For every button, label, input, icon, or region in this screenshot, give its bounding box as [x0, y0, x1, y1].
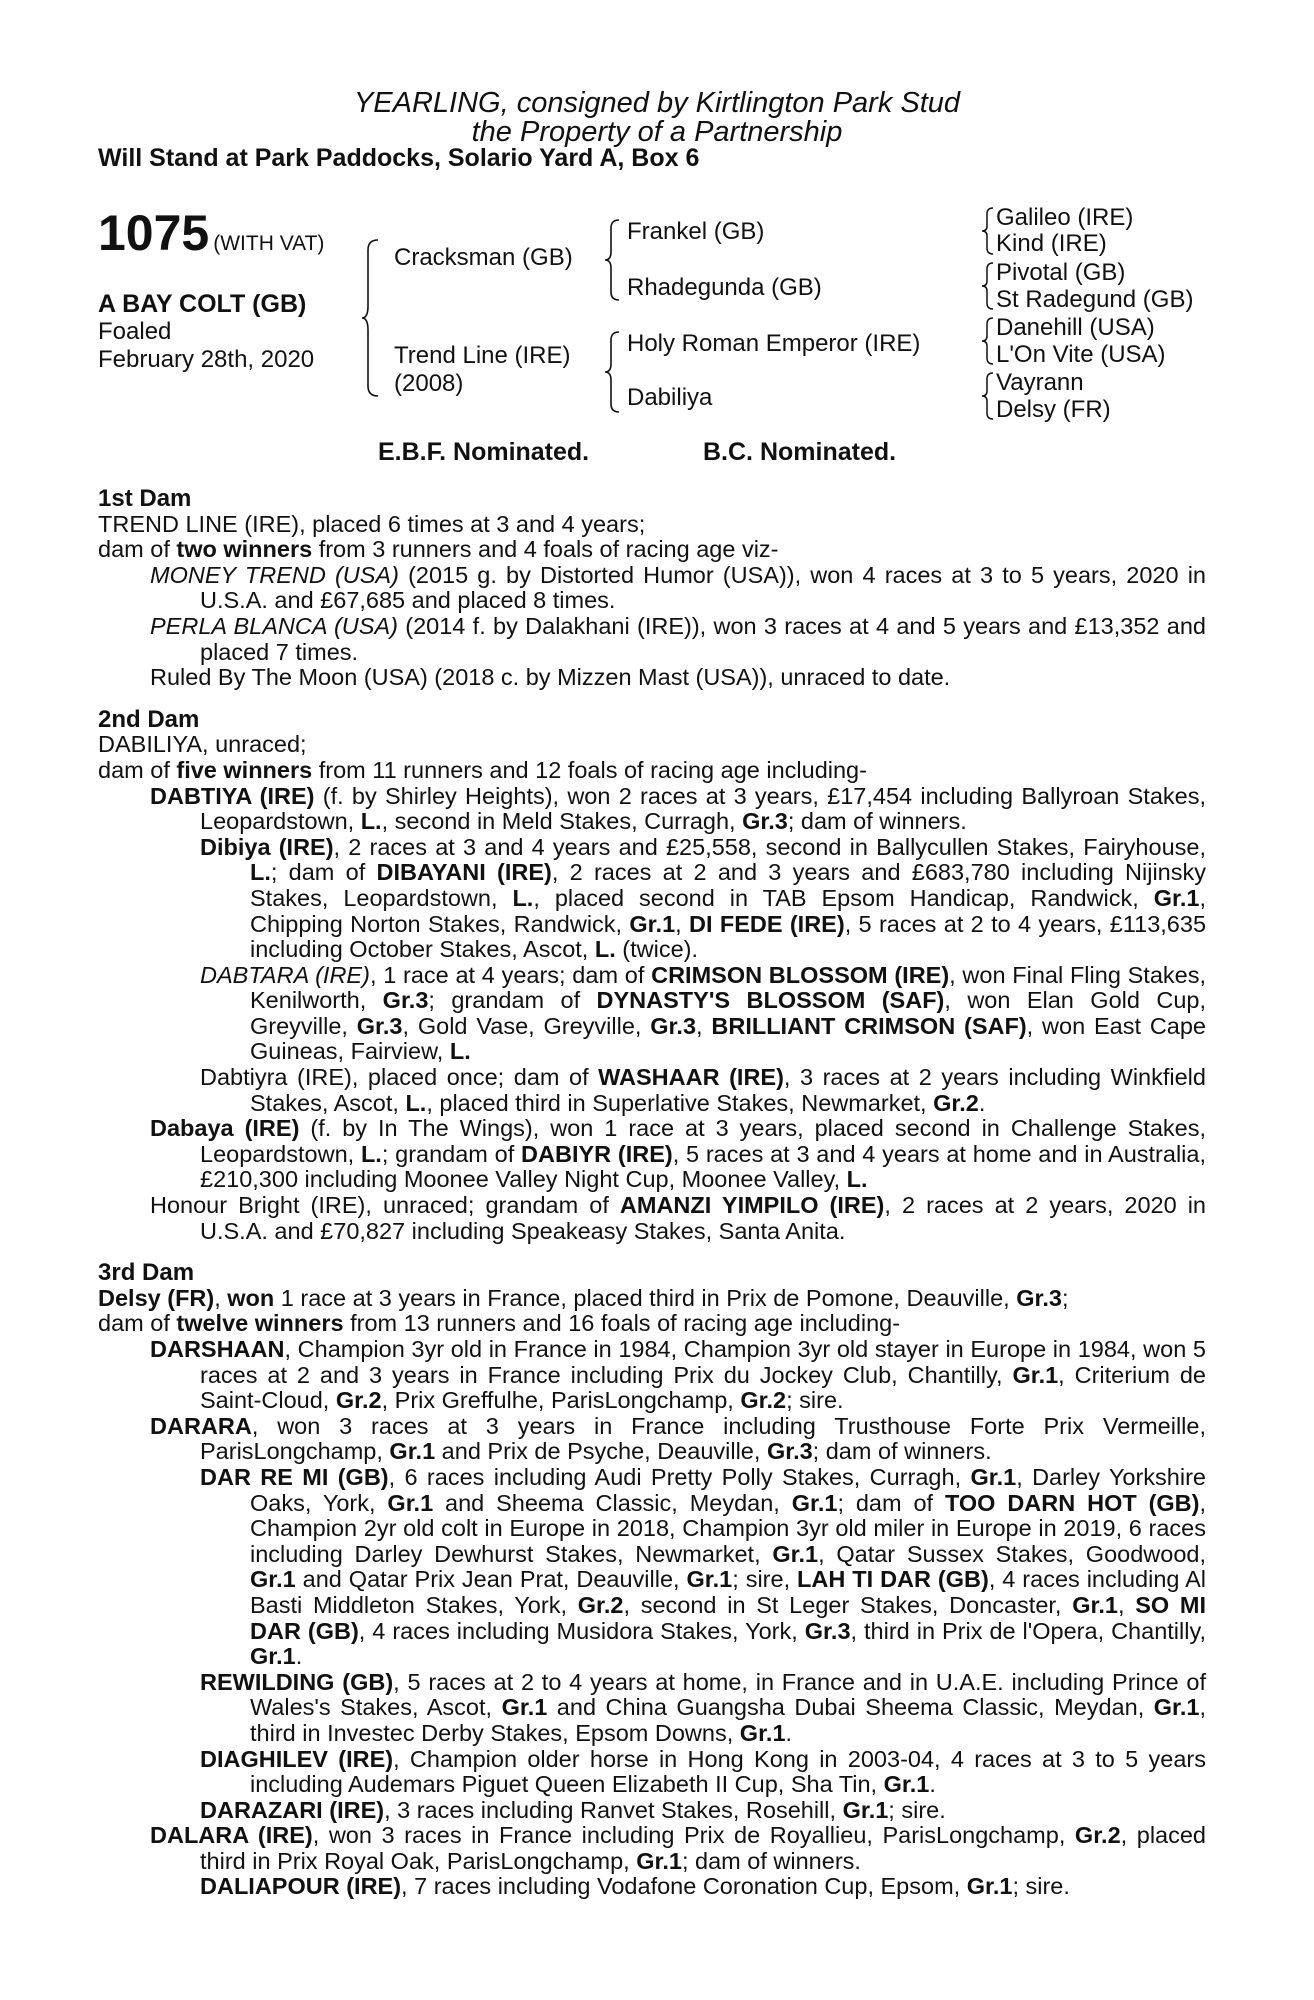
third-dam-entry: DALIAPOUR (IRE), 7 races including Vodafone Coronation Cup, Epsom, Gr.1; sire. [200, 1873, 1070, 1900]
vat-label: (WITH VAT) [213, 232, 325, 255]
pedigree-bracket-g78 [980, 371, 996, 421]
property-line: the Property of a Partnership [471, 116, 843, 148]
foaled-label: Foaled [98, 318, 172, 345]
sire-name: Cracksman (GB) [394, 244, 573, 271]
second-dam-entry: Honour Bright (IRE), unraced; grandam of AMANZI YIMPILO (IRE), 2 races at 2 years, 2020 in U.S.A. and £70,827 including Speakeasy Stakes, Santa Anita. [150, 1192, 1207, 1244]
sire-sire-name: Frankel (GB) [627, 218, 765, 245]
lot-description: A BAY COLT (GB) [98, 290, 307, 318]
second-dam-produce-summary: dam of five winners from 11 runners and 12 foals of racing age including- [98, 756, 867, 783]
third-dam-entry: DIAGHILEV (IRE), Champion older horse in Hong Kong in 2003-04, 4 races at 3 to 5 years including Audemars Piguet Queen Elizabeth II Cup, Sha Tin, Gr.1. [200, 1745, 1206, 1798]
lot-number [98, 205, 325, 269]
pedigree-bracket-g12 [980, 206, 996, 256]
second-dam-entry: Dibiya (IRE), 2 races at 3 and 4 years and £25,558, second in Ballycullen Stakes, Fairyhouse, L.; dam of DIBAYANI (IRE), 2 races at 2 and 3 years and £683,780 including Nijinsky Stakes, Leopardstown, L., placed second in TAB Epsom Handicap, Randwick, Gr.1, Chipping Norton Stakes, Randwick, Gr.1, DI FEDE (IRE), 5 races at 2 to 4 years, £113,635 including October Stakes, Ascot, L. (twice). [200, 833, 1207, 963]
dam-sire-name: Holy Roman Emperor (IRE) [627, 330, 921, 357]
first-dam-line: TREND LINE (IRE), placed 6 times at 3 and 4 years; [98, 510, 646, 537]
grandsire-8: Delsy (FR) [996, 396, 1111, 423]
pedigree-bracket-g56 [980, 316, 996, 366]
second-dam-entry: DABTIYA (IRE) (f. by Shirley Heights), won 2 races at 3 years, £17,454 including Ballyroan Stakes, Leopardstown, L., second in Meld Stakes, Curragh, Gr.3; dam of winners. [150, 782, 1206, 835]
third-dam-heading: 3rd Dam [98, 1259, 195, 1287]
third-dam-entry: DARAZARI (IRE), 3 races including Ranvet Stakes, Rosehill, Gr.1; sire. [200, 1796, 946, 1823]
stand-location: Will Stand at Park Paddocks, Solario Yard A, Box 6 [98, 144, 700, 172]
second-dam-entry: Dabtiyra (IRE), placed once; dam of WASHAAR (IRE), 3 races at 2 years including Winkfield Stakes, Ascot, L., placed third in Superlative Stakes, Newmarket, Gr.2. [200, 1064, 1206, 1116]
pedigree-body [98, 486, 1206, 1900]
third-dam-line: Delsy (FR), won 1 race at 3 years in France, placed third in Prix de Pomone, Deauville, Gr.3; [98, 1284, 1069, 1311]
third-dam-entry: DAR RE MI (GB), 6 races including Audi Pretty Polly Stakes, Curragh, Gr.1, Darley Yorkshire Oaks, York, Gr.1 and Sheema Classic, Meydan, Gr.1; dam of TOO DARN HOT (GB), Champion 2yr old colt in Europe in 2018, Champion 3yr old miler in Europe in 2019, 6 races including Darley Dewhurst Stakes, Newmarket, Gr.1, Qatar Sussex Stakes, Goodwood, Gr.1 and Qatar Prix Jean Prat, Deauville, Gr.1; sire, LAH TI DAR (GB), 4 races including Al Basti Middleton Stakes, York, Gr.2, second in St Leger Stakes, Doncaster, Gr.1, SO MI DAR (GB), 4 races including Musidora Stakes, York, Gr.3, third in Prix de l'Opera, Chantilly, Gr.1. [200, 1463, 1207, 1670]
grandsire-6: L'On Vite (USA) [996, 341, 1166, 368]
first-dam-produce-summary: dam of two winners from 3 runners and 4 foals of racing age viz- [98, 536, 779, 563]
grandsire-4: St Radegund (GB) [996, 286, 1194, 313]
dam-year: (2008) [394, 370, 464, 397]
lot-number-value: 1075 [98, 205, 210, 261]
pedigree-bracket-g34 [980, 261, 996, 311]
third-dam-entry: DARARA, won 3 races at 3 years in France including Trusthouse Forte Prix Vermeille, ParisLongchamp, Gr.1 and Prix de Psyche, Deauville, Gr.3; dam of winners. [150, 1412, 1206, 1465]
second-dam-entry: Dabaya (IRE) (f. by In The Wings), won 1 race at 3 years, placed second in Challenge Stakes, Leopardstown, L.; grandam of DABIYR (IRE), 5 races at 3 and 4 years at home and in Australia, £210,300 including Moonee Valley Night Cup, Moonee Valley, L. [150, 1115, 1206, 1193]
foaled-date: February 28th, 2020 [98, 346, 315, 373]
consignor-line: YEARLING, consigned by Kirtlington Park Stud [353, 87, 961, 119]
sire-dam-name: Rhadegunda (GB) [627, 274, 822, 301]
third-dam-entry: REWILDING (GB), 5 races at 2 to 4 years at home, in France and in U.A.E. including Prince of Wales's Stakes, Ascot, Gr.1 and China Guangsha Dubai Sheema Classic, Meydan, Gr.1, third in Investec Derby Stakes, Epsom Downs, Gr.1. [200, 1668, 1207, 1746]
first-dam-entry: MONEY TREND (USA) (2015 g. by Distorted Humor (USA)), won 4 races at 3 to 5 years, 2020 in U.S.A. and £67,685 and placed 8 times. [150, 561, 1206, 614]
grandsire-7: Vayrann [996, 369, 1084, 396]
grandsire-2: Kind (IRE) [996, 230, 1107, 257]
second-dam-line: DABILIYA, unraced; [98, 731, 307, 758]
first-dam-entry: Ruled By The Moon (USA) (2018 c. by Mizzen Mast (USA)), unraced to date. [150, 664, 951, 691]
pedigree-bracket-dam [603, 330, 623, 414]
grandsire-3: Pivotal (GB) [996, 259, 1126, 286]
third-dam-produce-summary: dam of twelve winners from 13 runners and 16 foals of racing age including- [98, 1310, 901, 1337]
third-dam-entry: DALARA (IRE), won 3 races in France including Prix de Royallieu, ParisLongchamp, Gr.2, placed third in Prix Royal Oak, ParisLongchamp, Gr.1; dam of winners. [150, 1822, 1206, 1874]
bc-nominated: B.C. Nominated. [703, 438, 897, 466]
second-dam-heading: 2nd Dam [98, 705, 200, 733]
dam-name: Trend Line (IRE) [394, 342, 571, 369]
second-dam-entry: DABTARA (IRE), 1 race at 4 years; dam of CRIMSON BLOSSOM (IRE), won Final Fling Stakes, Kenilworth, Gr.3; grandam of DYNASTY'S BLOSSOM (SAF), won Elan Gold Cup, Greyville, Gr.3, Gold Vase, Greyville, Gr.3, BRILLIANT CRIMSON (SAF), won East Cape Guineas, Fairview, L. [200, 961, 1206, 1065]
grandsire-1: Galileo (IRE) [996, 204, 1134, 231]
dam-dam-name: Dabiliya [627, 384, 713, 411]
third-dam-entry: DARSHAAN, Champion 3yr old in France in 1984, Champion 3yr old stayer in Europe in 1984, won 5 races at 2 and 3 years in France including Prix du Jockey Club, Chantilly, Gr.1, Criterium de Saint-Cloud, Gr.2, Prix Greffulhe, ParisLongchamp, Gr.2; sire. [150, 1336, 1206, 1414]
ebf-nominated: E.B.F. Nominated. [378, 438, 590, 466]
first-dam-heading: 1st Dam [98, 485, 192, 512]
pedigree-bracket-sire [603, 218, 623, 302]
grandsire-5: Danehill (USA) [996, 314, 1155, 341]
pedigree-bracket-main [360, 238, 382, 398]
first-dam-entry: PERLA BLANCA (USA) (2014 f. by Dalakhani (IRE)), won 3 races at 4 and 5 years and £13,352 and placed 7 times. [150, 612, 1206, 665]
